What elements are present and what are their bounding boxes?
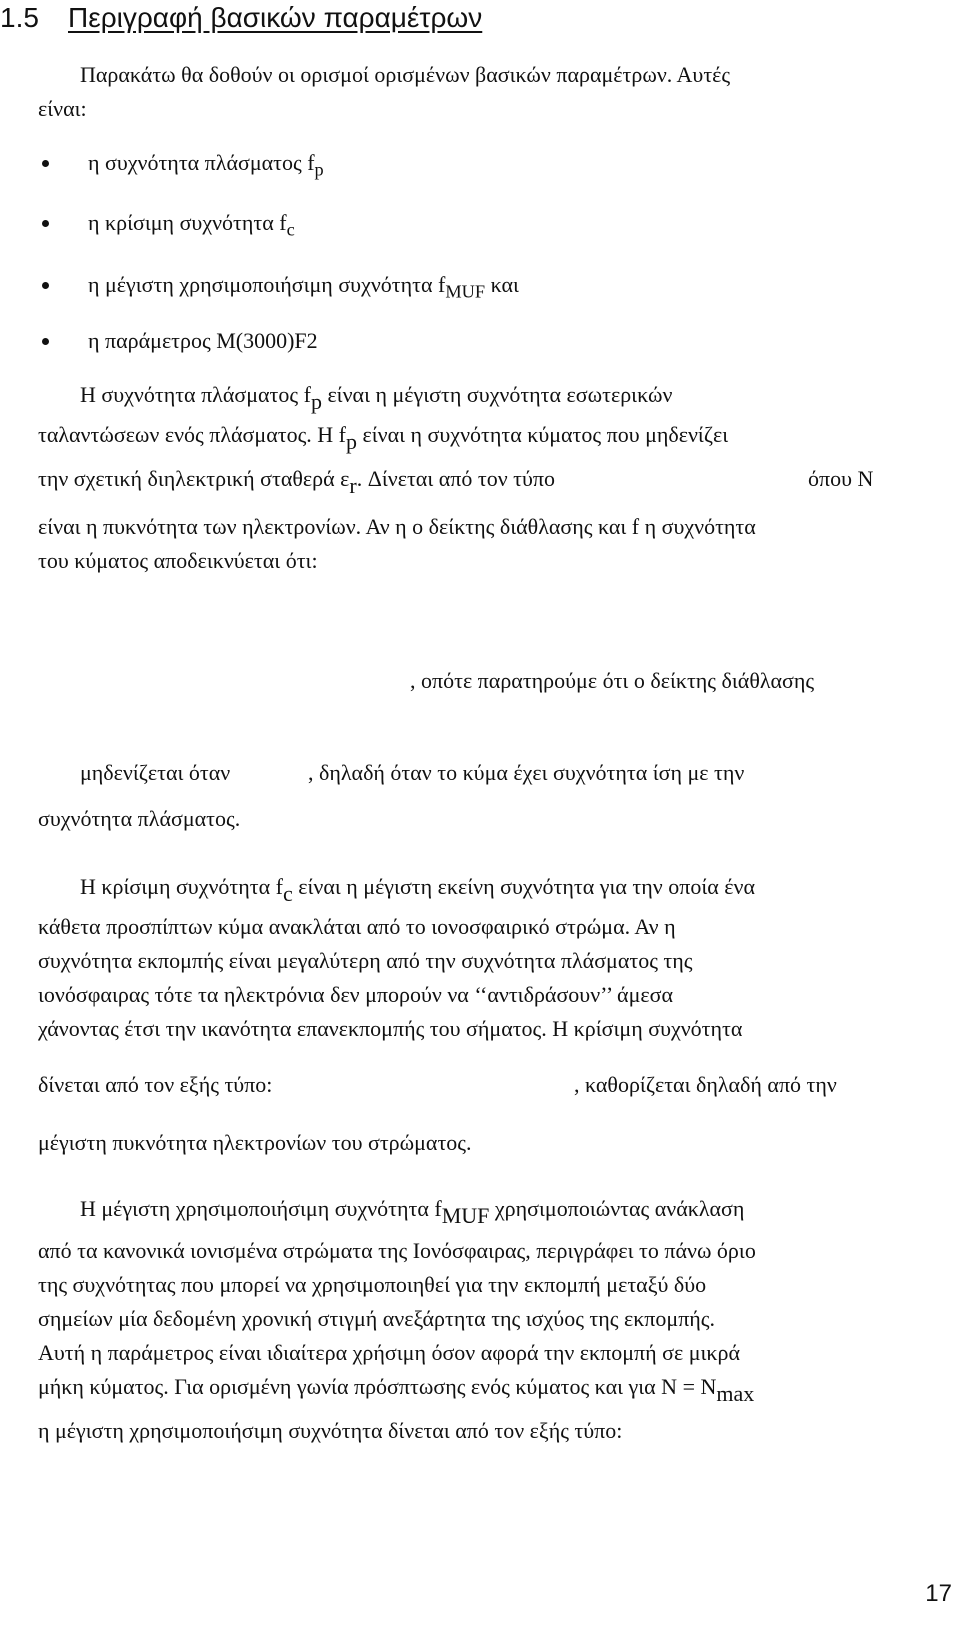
page-number: 17: [925, 1580, 952, 1607]
plasma-line-8: συχνότητα πλάσματος.: [38, 806, 241, 831]
critical-line-3: συχνότητα εκπομπής είναι μεγαλύτερη από την συχνότητα πλάσματος της: [38, 948, 693, 973]
critical-line-2: κάθετα προσπίπτων κύμα ανακλάται από το ιονοσφαιρικό στρώμα. Αν η: [38, 914, 676, 939]
muf-line-7: η μέγιστη χρησιμοποιήσιμη συχνότητα δίνεται από τον εξής τύπο:: [38, 1418, 623, 1443]
critical-line-6a: δίνεται από τον εξής τύπο:: [38, 1072, 273, 1097]
plasma-line-7b: , δηλαδή όταν το κύμα έχει συχνότητα ίση με την: [308, 760, 745, 785]
plasma-line-3: την σχετική διηλεκτρική σταθερά $\varepsilon_r$. Δίνεται από τον τύπο: [38, 466, 556, 498]
plasma-line-2: ταλαντώσεων ενός πλάσματος. Η $f_p$ είναι η συχνότητα κύματος που μηδενίζει: [38, 422, 729, 454]
critical-line-4: ιονόσφαιρας τότε τα ηλεκτρόνια δεν μπορούν να ‘‘αντιδράσουν’’ άμεσα: [38, 982, 673, 1007]
muf-line-1: Η μέγιστη χρησιμοποιήσιμη συχνότητα $f_{MUF}$ χρησιμοποιώντας ανάκλαση: [80, 1196, 745, 1228]
muf-line-4: σημείων μία δεδομένη χρονική στιγμή ανεξάρτητα της ισχύος της εκπομπής.: [38, 1306, 716, 1331]
plasma-line-3-right: όπου Ν: [808, 466, 874, 491]
muf-line-5: Αυτή η παράμετρος είναι ιδιαίτερα χρήσιμη όσον αφορά την εκπομπή σε μικρά: [38, 1340, 741, 1365]
critical-line-1: Η κρίσιμη συχνότητα $f_c$ είναι η μέγιστη εκείνη συχνότητα για την οποία ένα: [80, 874, 755, 906]
muf-line-2: από τα κανονικά ιονισμένα στρώματα της Ιονόσφαιρας, περιγράφει το πάνω όριο: [38, 1238, 756, 1263]
plasma-line-5: του κύματος αποδεικνύεται ότι:: [38, 548, 318, 573]
critical-line-6b: , καθορίζεται δηλαδή από την: [574, 1072, 837, 1097]
intro-line-2: είναι:: [38, 96, 87, 121]
section-title: Περιγραφή βασικών παραμέτρων: [68, 2, 483, 33]
muf-line-3: της συχνότητας που μπορεί να χρησιμοποιηθεί για την εκπομπή μεταξύ δύο: [38, 1272, 707, 1297]
critical-line-7: μέγιστη πυκνότητα ηλεκτρονίων του στρώματος.: [38, 1130, 472, 1155]
intro-line-1: Παρακάτω θα δοθούν οι ορισμοί ορισμένων βασικών παραμέτρων. Αυτές: [80, 62, 731, 87]
plasma-line-6: , οπότε παρατηρούμε ότι ο δείκτης διάθλασης: [410, 668, 815, 693]
muf-line-6: μήκη κύματος. Για ορισμένη γωνία πρόσπτωσης ενός κύματος και για $N = N_{max}$: [38, 1374, 755, 1406]
critical-line-5: χάνοντας έτσι την ικανότητα επανεκπομπής του σήματος. Η κρίσιμη συχνότητα: [38, 1016, 743, 1041]
plasma-line-7a: μηδενίζεται όταν: [80, 760, 231, 785]
plasma-line-1: Η συχνότητα πλάσματος $f_p$ είναι η μέγιστη συχνότητα εσωτερικών: [80, 382, 673, 414]
section-heading: [0, 0, 483, 36]
plasma-line-4: είναι η πυκνότητα των ηλεκτρονίων. Αν η ο δείκτης διάθλασης και f η συχνότητα: [38, 514, 756, 539]
section-number: 1.5: [0, 2, 39, 33]
